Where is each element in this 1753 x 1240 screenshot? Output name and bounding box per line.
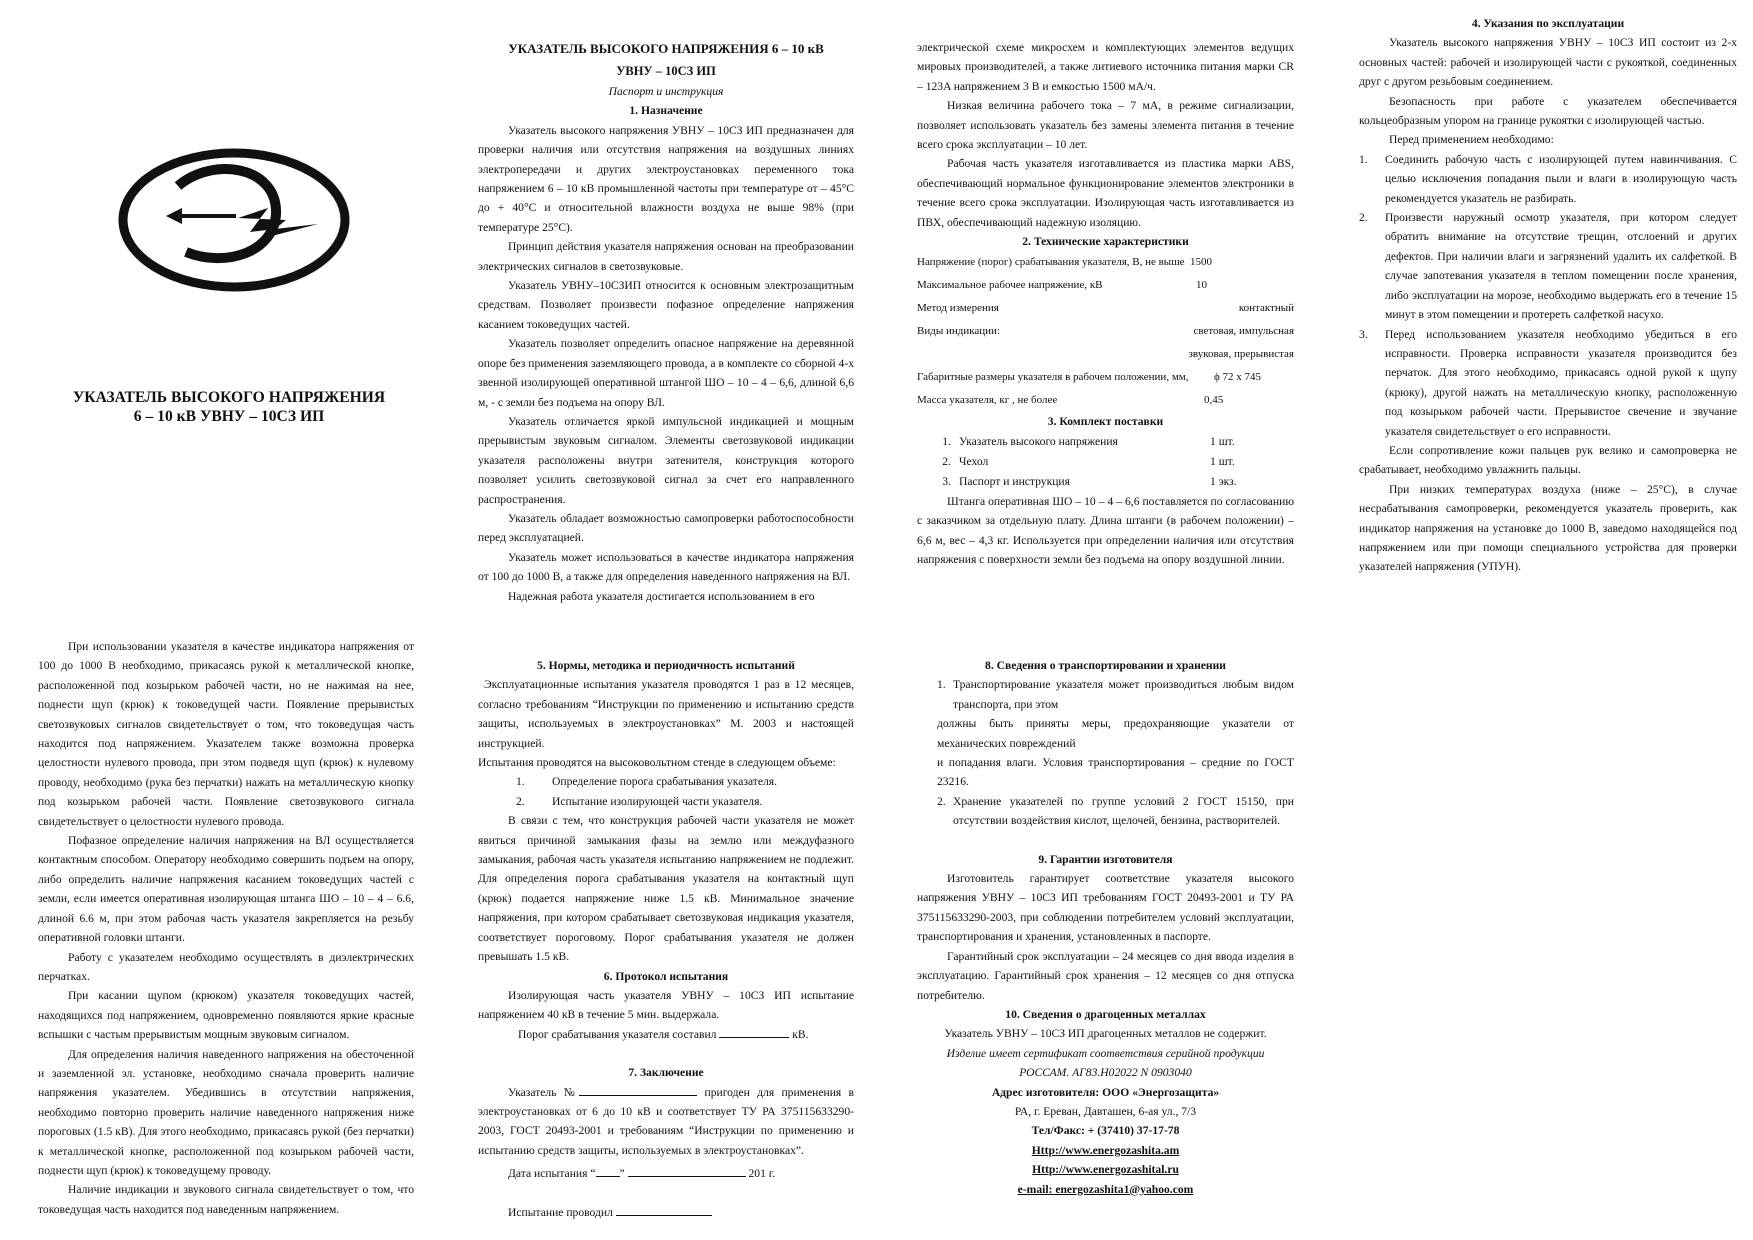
paragraph: Указатель УВНУ – 10СЗ ИП драгоценных металлов не содержит. [944, 1027, 1267, 1041]
paragraph: Изготовитель гарантирует соответствие указателя высокого напряжения УВНУ – 10СЗ ИП требованиям ГОСТ 20493-2001 и ТУ РА 375115633290-2003, при соблюдении потребителем условий эксплуатации, транспортирования и хранения, установленных в паспорте. [917, 872, 1294, 944]
paragraph: электрической схеме микросхем и комплектующих элементов ведущих мировых производителей, а также литиевого источника питания марки CR – 123A напряжением 3 В и емкостью 1500 мА/ч. [917, 41, 1294, 93]
paragraph: При касании щупом (крюком) указателя токоведущих частей, находящихся под напряжением, одновременно появляются яркие красные вспышки с частым прерывистым мощным звуковым сигналом. [38, 989, 414, 1042]
spec-key: Виды индикации: [917, 325, 1000, 338]
panel-warranty [917, 656, 1294, 1199]
spec-key: Масса указателя, кг , не более [917, 394, 1058, 407]
paragraph: Указатель может использоваться в качестве индикатора напряжения от 100 до 1000 В, а также для определения наведенного напряжения на ВЛ. [478, 550, 854, 584]
item-text: Произвести наружный осмотр указателя, при котором следует обратить внимание на отсутствие трещин, отслоений и других дефектов. При наличии влаги и загрязнений удалить их салфеткой. В случае запотевания указателя в теплом помещении после хранения, либо эксплуатации на морозе, необходимо выдержать его в течение 15 минут в этом помещении и протереть салфеткой насухо. [1385, 211, 1737, 322]
paragraph: Указатель УВНУ–10СЗИП относится к основным электрозащитным средствам. Позволяет произвести пофазное определение напряжения касанием токоведущих частей. [478, 279, 854, 331]
spec-value: звуковая, прерывистая [1188, 348, 1294, 361]
phone: Тел/Факс: + (37410) 37-17-78 [1031, 1124, 1180, 1138]
section-9-title: 9. Гарантии изготовителя [1038, 852, 1173, 866]
item-name: Чехол [959, 454, 989, 468]
list-item [937, 675, 1294, 714]
conclusion-label: Указатель № [508, 1085, 580, 1099]
list-item [917, 452, 1294, 472]
spec-row [917, 251, 1294, 274]
kit-list [917, 432, 1294, 492]
certificate-line: Изделие имеет сертификат соответствия серийной продукции [946, 1046, 1265, 1060]
doc-subtitle: УВНУ – 10СЗ ИП [616, 64, 716, 78]
paragraph: Указатель отличается яркой импульсной индикацией и мощным прерывистым звуковым сигналом. Элементы светозвуковой индикации указателя расположены внутри затенителя, конструкция которого позволяет усилить светозвуковой сигнал за счет его направленного распространения. [478, 414, 854, 506]
list-item [917, 472, 1294, 492]
website-link-am[interactable]: Http://www.energozashita.am [1031, 1143, 1180, 1157]
spacer [478, 1184, 854, 1203]
panel-purpose [478, 38, 854, 606]
spec-value: 10 [1196, 279, 1207, 292]
paragraph: Принцип действия указателя напряжения основан на преобразовании электрических сигналов в светозвуковые. [478, 240, 854, 273]
paragraph: Указатель высокого напряжения УВНУ – 10СЗ ИП предназначен для проверки наличия или отсутствия напряжения на воздушных линиях электропередачи и других электроустановках переменного тока напряжением 6 – 10 кВ промышленной частоты при температуре от – 45°С до + 40°С и относительной влажности воздуха не выше 98% (при температуре 25°С). [478, 123, 854, 234]
doc-type: Паспорт и инструкция [608, 85, 724, 98]
item-number: 3. [1359, 327, 1368, 341]
address-title: Адрес изготовителя: ООО «Энергозащита» [991, 1085, 1220, 1099]
item-number: 2. [942, 454, 951, 468]
item-text: Перед использованием указателя необходимо убедиться в его исправности. Проверка исправности указателя производится без перчаток. Для этого необходимо, прикасаясь одной рукой к щупу (крюку), другой нажать на металлическую кнопку, расположенную под козырьком рабочей части. Прерывистое свечение и звучание указателя свидетельствует о его исправности. [1385, 327, 1737, 438]
item-text: Соединить рабочую часть с изолирующей путем навинчивания. С целью исключения попадания пыли и влаги в изолирующую часть рекомендуется указатель не разбирать. [1385, 152, 1737, 205]
item-qty: 1 экз. [1210, 474, 1237, 488]
spec-value: 0,45 [1204, 394, 1224, 407]
paragraph: В связи с тем, что конструкция рабочей части указателя не может явиться причиной замыкания фазы на землю или междуфазного замыкания, рабочая часть указателя испытанию напряжением не подлежит. Для определения порога срабатывания указателя на контактный щуп (крюк) подается напряжение ниже 1.5 кВ. Минимальное значение напряжения, при котором срабатывает светозвуковая индикация указателя, соответствует пороговому. Порог срабатывания указателя не должен превышать 1.5 кВ. [478, 814, 854, 964]
paragraph: При низких температурах воздуха (ниже – 25°С), в случае несрабатывания самопроверки, рекомендуется указатель проверить, как индикатор напряжения на установке до 1000 В, заведомо находящейся под напряжением или при помощи специального устройства для проверки указателей напряжения (УПУН). [1359, 482, 1737, 574]
doc-title: УКАЗАТЕЛЬ ВЫСОКОГО НАПРЯЖЕНИЯ 6 – 10 кВ [508, 41, 824, 56]
spec-value: световая, импульсная [1193, 325, 1294, 338]
serial-blank [579, 1095, 697, 1096]
cover-title-line2: 6 – 10 кВ УВНУ – 10СЗ ИП [133, 408, 325, 425]
threshold-unit: кВ. [792, 1027, 809, 1041]
spec-row [917, 274, 1294, 297]
paragraph: Изолирующая часть указателя УВНУ – 10СЗ ИП испытание напряжением 40 кВ в течение 5 мин. выдержала. [478, 988, 854, 1022]
spec-value: контактный [1238, 302, 1294, 315]
certificate-number: РОССАМ. АГ83.Н02022 N 0903040 [1019, 1066, 1192, 1080]
item-number: 1. [516, 775, 525, 789]
section-8-title: 8. Сведения о транспортировании и хранении [985, 659, 1226, 672]
conclusion-text: пригоден для применения в электроустановках от 6 до 10 кВ и соответствует ТУ РА 375115633290-2003, ГОСТ 20493-2001 и требованиям “Инструкции по применению и испытанию средств защиты, используемых в электроустановках”. [478, 1085, 854, 1157]
spacer [917, 831, 1294, 850]
section-3-title: 3. Комплект поставки [1047, 415, 1164, 429]
paragraph: Низкая величина рабочего тока – 7 мА, в режиме сигнализации, позволяет использовать указатель без замены элемента питания в течение всего срока эксплуатации – 10 лет. [917, 99, 1294, 152]
paragraph: Указатель высокого напряжения УВНУ – 10СЗ ИП состоит из 2-х основных частей: рабочей и изолирующей части с рукояткой, соединенных друг с другом резьбовым соединением. [1359, 36, 1737, 89]
section-10-title: 10. Сведения о драгоценных металлах [1005, 1007, 1206, 1021]
tester-blank [616, 1215, 712, 1216]
tester-line [478, 1203, 854, 1222]
paragraph: Эксплуатационные испытания указателя проводятся 1 раз в 12 месяцев, согласно требованиям “Инструкции по применению и испытанию средств защиты, используемых в электроустановках” М. 2003 и настоящей инструкцией. [478, 678, 854, 750]
cover-title [38, 388, 420, 426]
threshold-blank [719, 1037, 789, 1038]
paragraph: При использовании указателя в качестве индикатора напряжения от 100 до 1000 В необходимо, прикасаясь рукой к металлической кнопке, расположенной под козырьком рабочей части, но не нажимая на нее, поднести щуп (крюк) к токоведущей части. Появление прерывистых светозвуковых сигналов свидетельствует о том, что токоведущая часть находится под напряжением. Указателем также возможна проверка целостности нулевого провода, при этом подведя щуп (крюк) к нулевому проводу, необходимо (рука без перчатки) нажать на металлическую кнопку под козырьком рабочей части. Появление светозвукового сигнала свидетельствует о целостности нулевого провода. [38, 640, 414, 828]
item-number: 3. [942, 474, 951, 488]
spec-row [917, 366, 1294, 389]
item-text: Испытание изолирующей части указателя. [552, 794, 763, 808]
paragraph: Безопасность при работе с указателем обеспечивается кольцеобразным упором на границе рукоятки с изолирующей частью. [1359, 94, 1737, 128]
energozashchita-logo [118, 148, 350, 292]
item-name: Паспорт и инструкция [959, 474, 1070, 488]
panel-operation [1359, 14, 1737, 577]
panel-specs [917, 38, 1294, 570]
item-qty: 1 шт. [1210, 454, 1235, 468]
paragraph: Штанга оперативная ШО – 10 – 4 – 6,6 поставляется по согласованию с заказчиком за отдельную плату. Длина штанги (в рабочем положении) – 6,6 м, вес – 4,3 кг. Используется при определении наличия или отсутствия напряжения с поверхности земли без подъема на опору воздушной линии. [917, 494, 1294, 567]
address: РА, г. Ереван, Давташен, 6-ая ул., 7/3 [1014, 1104, 1197, 1118]
paragraph: Гарантийный срок эксплуатации – 24 месяцев со дня ввода изделия в эксплуатацию. Гарантийный срок хранения – 12 месяцев со дня отпуска потребителю. [917, 949, 1294, 1002]
item-number: 1. [937, 678, 946, 692]
date-label: Дата испытания “ [508, 1167, 596, 1181]
list-item [1359, 150, 1737, 208]
paragraph: Испытания проводятся на высоковольтном стенде в следующем объеме: [478, 756, 836, 770]
section-2-title: 2. Технические характеристики [1022, 235, 1189, 249]
threshold-label: Порог срабатывания указателя составил [518, 1027, 717, 1041]
website-link-ru[interactable]: Http://www.energozashital.ru [1032, 1163, 1179, 1177]
day-blank [596, 1176, 620, 1177]
spec-row [917, 297, 1294, 320]
spec-table [917, 251, 1294, 412]
paragraph: Указатель позволяет определить опасное напряжение на деревянной опоре без применения заземляющего провода, а в комплекте со сборной 4-х звенной изолирующей оперативной штангой ШО – 10 – 4 – 6,6, длиной 6,6 м, - с земли без подъема на опору ВЛ. [478, 337, 854, 409]
list-item [1359, 325, 1737, 441]
paragraph: Рабочая часть указателя изготавливается из пластика марки ABS, обеспечивающий нормальное функционирование элементов электроники в течение всего срока эксплуатации. Изолирующая часть изготавливается из ПВХ, обеспечивающий надежную изоляцию. [917, 157, 1294, 229]
panel-usage [38, 637, 414, 1219]
spec-key: Максимальное рабочее напряжение, кВ [917, 279, 1103, 292]
spacer [478, 1044, 854, 1063]
paragraph: Надежная работа указателя достигается использованием в его [508, 589, 815, 603]
paragraph: Работу с указателем необходимо осуществлять в диэлектрических перчатках. [38, 950, 414, 983]
spec-key: Метод измерения [917, 302, 999, 315]
test-list [478, 772, 854, 811]
paragraph: Если сопротивление кожи пальцев рук велико и самопроверка не срабатывает, необходимо увлажнить пальцы. [1359, 443, 1737, 477]
item-text: Хранение указателей по группе условий 2 ГОСТ 15150, при отсутствии воздействия кислот, щелочей, бензина, растворителей. [953, 794, 1294, 828]
section-1-title: 1. Назначение [629, 104, 703, 118]
item-text: должны быть приняты меры, предохраняющие указатели от механических повреждений [937, 717, 1294, 750]
spec-key: Напряжение (порог) срабатывания указателя, В, не выше [917, 256, 1185, 269]
list-item [516, 792, 854, 811]
item-text: Определение порога срабатывания указателя. [552, 775, 778, 789]
list-item [917, 432, 1294, 452]
item-name: Указатель высокого напряжения [959, 434, 1118, 448]
spec-row [917, 343, 1294, 366]
paragraph: Перед применением необходимо: [1389, 133, 1554, 147]
threshold-line [478, 1025, 854, 1044]
item-number: 1. [1359, 152, 1368, 166]
paragraph: Для определения наличия наведенного напряжения на обесточенной и заземленной эл. установке, необходимо сначала проверить наличие напряжения указателем. Убедившись в отсутствии напряжения, необходимо повторно проверить наличие наведенного напряжения ниже пороговых (1.5 кВ). Для этого необходимо, прикасаясь рукой (без перчатки) к металлической кнопке, расположенной под козырьком рабочей части, поднести щуп (крюк) к токоведущему проводу. [38, 1047, 414, 1177]
cover-title-line1: УКАЗАТЕЛЬ ВЫСОКОГО НАПРЯЖЕНИЯ [72, 389, 386, 406]
section-7-title: 7. Заключение [628, 1066, 704, 1080]
spec-value: 1500 [1190, 256, 1212, 269]
item-number: 2. [937, 794, 946, 808]
paragraph: Указатель обладает возможностью самопроверки работоспособности перед эксплуатацией. [478, 511, 854, 545]
section-6-title: 6. Протокол испытания [603, 969, 729, 983]
spec-value: ϕ 72 х 745 [1214, 371, 1262, 384]
item-text: и попадания влаги. Условия транспортирования – средние по ГОСТ 23216. [937, 756, 1294, 789]
list-item [1359, 208, 1737, 324]
tester-label: Испытание проводил [508, 1205, 613, 1219]
panel-testing [478, 656, 854, 1222]
transport-list [917, 675, 1294, 830]
spec-row [917, 320, 1294, 343]
operation-steps [1359, 150, 1737, 441]
spec-key: Габаритные размеры указателя в рабочем положении, мм, [917, 371, 1189, 384]
item-qty: 1 шт. [1210, 434, 1235, 448]
date-quote: ” [619, 1167, 625, 1181]
section-5-title: 5. Нормы, методика и периодичность испытаний [537, 659, 795, 672]
spec-row [917, 389, 1294, 412]
paragraph: Пофазное определение наличия напряжения на ВЛ осуществляется контактным способом. Оператору необходимо совершить подъем на опору, либо определить наличие напряжения касанием токоведущих частей с земли, если имеется оперативная изолирующая штанга ШО – 10 – 4 – 6.6, длиной 6.6 м, при этом рабочая часть указателя закрепляется на резьбу оперативной головки штанги. [38, 834, 414, 945]
item-text: Транспортирование указателя может производиться любым видом транспорта, при этом [953, 678, 1294, 711]
email-link[interactable]: e-mail: energozashita1@yahoo.com [1017, 1182, 1194, 1196]
month-blank [628, 1176, 746, 1177]
item-number: 2. [516, 794, 525, 808]
paragraph [478, 1083, 854, 1161]
spec-key [917, 343, 1189, 366]
test-date-line [478, 1164, 854, 1183]
item-number: 2. [1359, 211, 1368, 225]
list-item [516, 772, 854, 791]
section-4-title: 4. Указания по эксплуатации [1471, 17, 1625, 30]
list-item [937, 792, 1294, 831]
item-number: 1. [942, 434, 951, 448]
paragraph: Наличие индикации и звукового сигнала свидетельствует о том, что токоведущая часть находится под наведенным напряжением. [38, 1183, 414, 1216]
year-label: 201 г. [748, 1167, 776, 1181]
